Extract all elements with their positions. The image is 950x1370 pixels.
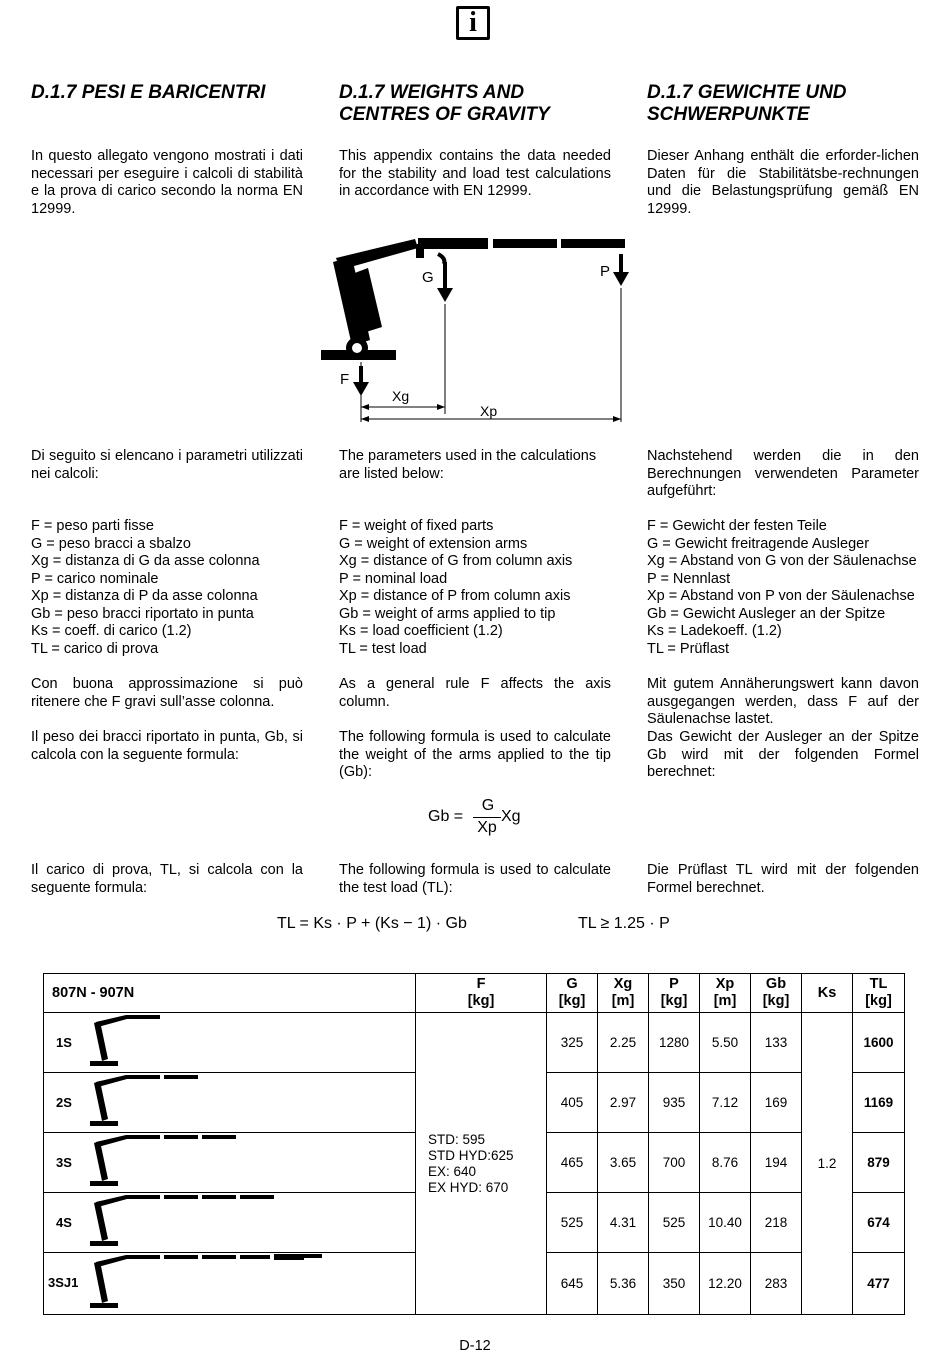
params-intro-it: Di seguito si elencano i parametri utilizzati nei calcoli: xyxy=(31,448,303,482)
header-f: F [kg] xyxy=(416,974,547,1013)
row-label-cell: 4S xyxy=(44,1193,416,1253)
cell-p: 1280 xyxy=(649,1013,700,1073)
cell-xp: 12.20 xyxy=(700,1253,751,1315)
cell-xg: 5.36 xyxy=(598,1253,649,1315)
intro-de: Dieser Anhang enthält die erforder-lichen Daten für die Stabilitätsbe-rechnungen und die Belastungsprüfung gemäß EN 12999. xyxy=(647,148,919,217)
row-label-cell: 3SJ1 xyxy=(44,1253,416,1315)
gb-text-de: Das Gewicht der Ausleger an der Spitze Gb wird mit der folgenden Formel berechnet: xyxy=(647,729,919,780)
crane-silhouette-4s xyxy=(88,1193,288,1251)
cell-g: 645 xyxy=(547,1253,598,1315)
header-xp: Xp [m] xyxy=(700,974,751,1013)
heading-en: D.1.7 WEIGHTS AND CENTRES OF GRAVITY xyxy=(339,82,550,125)
cell-xp: 8.76 xyxy=(700,1133,751,1193)
params-intro-de: Nachstehend werden die in den Berechnungen verwendeten Parameter aufgeführt: xyxy=(647,448,919,499)
cell-gb: 283 xyxy=(751,1253,802,1315)
cell-gb: 133 xyxy=(751,1013,802,1073)
cell-p: 700 xyxy=(649,1133,700,1193)
header-ks: Ks xyxy=(802,974,853,1013)
params-list-de: F = Gewicht der festen Teile G = Gewicht freitragende Ausleger Xg = Abstand von G von der Säulenachse P = Nennlast Xp = Abstand von P von der Säulenachse Gb = Gewicht Ausleger an der Spitze Ks = Ladekoeff. (1.2) TL = Prüflast xyxy=(647,518,917,657)
heading-it: D.1.7 PESI E BARICENTRI xyxy=(31,82,266,103)
label-f: F xyxy=(340,371,350,388)
rule-it: Con buona approssimazione si può ritenere che F gravi sull’asse colonna. xyxy=(31,676,303,710)
gb-text-it: Il peso dei bracci riportato in punta, Gb, si calcola con la seguente formula: xyxy=(31,729,303,763)
cell-gb: 194 xyxy=(751,1133,802,1193)
crane-silhouette-3s xyxy=(88,1133,258,1191)
cell-tl: 674 xyxy=(853,1193,905,1253)
ks-value-cell: 1.2 xyxy=(802,1013,853,1315)
params-list-en: F = weight of fixed parts G = weight of extension arms Xg = distance of G from column axis P = nominal load Xp = distance of P from column axis Gb = weight of arms applied to tip Ks = load coefficient (1.2) TL = test load xyxy=(339,518,573,657)
tl-formula: TL = Ks · P + (Ks − 1) · Gb xyxy=(277,915,467,932)
header-g: G [kg] xyxy=(547,974,598,1013)
cell-p: 525 xyxy=(649,1193,700,1253)
heading-de: D.1.7 GEWICHTE UND SCHWERPUNKTE xyxy=(647,82,847,125)
cell-g: 405 xyxy=(547,1073,598,1133)
page-number: D-12 xyxy=(459,1338,491,1354)
cell-xp: 7.12 xyxy=(700,1073,751,1133)
crane-silhouette-3sj1 xyxy=(88,1253,328,1313)
weights-table xyxy=(43,973,905,1315)
cell-xp: 5.50 xyxy=(700,1013,751,1073)
cell-g: 325 xyxy=(547,1013,598,1073)
header-tl: TL [kg] xyxy=(853,974,905,1013)
rule-en: As a general rule F affects the axis column. xyxy=(339,676,611,710)
gb-text-en: The following formula is used to calculate the weight of the arms applied to the tip (Gb): xyxy=(339,729,611,780)
cell-gb: 218 xyxy=(751,1193,802,1253)
cell-xg: 2.97 xyxy=(598,1073,649,1133)
crane-silhouette-1s xyxy=(88,1013,208,1071)
cell-g: 525 xyxy=(547,1193,598,1253)
cell-p: 935 xyxy=(649,1073,700,1133)
tl-text-de: Die Prüflast TL wird mit der folgenden Formel berechnet. xyxy=(647,862,919,896)
table-header-row xyxy=(44,974,905,1013)
intro-en: This appendix contains the data needed for the stability and load test calculations in accordance with EN 12999. xyxy=(339,148,611,199)
crane-diagram xyxy=(300,232,640,432)
cell-gb: 169 xyxy=(751,1073,802,1133)
cell-tl: 1600 xyxy=(853,1013,905,1073)
gb-formula: Gb = G Xp Xg xyxy=(428,797,521,836)
table-title: 807N - 907N xyxy=(44,974,416,1013)
tl-text-it: Il carico di prova, TL, si calcola con la seguente formula: xyxy=(31,862,303,896)
label-g: G xyxy=(422,269,434,286)
crane-silhouette-2s xyxy=(88,1073,228,1131)
params-list-it: F = peso parti fisse G = peso bracci a sbalzo Xg = distanza di G da asse colonna P = carico nominale Xp = distanza di P da asse colonna Gb = peso bracci riportato in punta Ks = coeff. di carico (1.2) TL = carico di prova xyxy=(31,518,260,657)
table-row xyxy=(44,1013,905,1073)
cell-g: 465 xyxy=(547,1133,598,1193)
cell-tl: 879 xyxy=(853,1133,905,1193)
f-values-cell: STD: 595 STD HYD:625 EX: 640 EX HYD: 670 xyxy=(416,1013,547,1315)
cell-tl: 1169 xyxy=(853,1073,905,1133)
label-xg: Xg xyxy=(392,388,410,404)
cell-xg: 3.65 xyxy=(598,1133,649,1193)
header-p: P [kg] xyxy=(649,974,700,1013)
intro-it: In questo allegato vengono mostrati i dati necessari per eseguire i calcoli di stabilità e la prova di carico secondo la norma EN 12999. xyxy=(31,148,303,217)
cell-xg: 4.31 xyxy=(598,1193,649,1253)
tl-text-en: The following formula is used to calculate the test load (TL): xyxy=(339,862,611,896)
header-gb: Gb [kg] xyxy=(751,974,802,1013)
label-p: P xyxy=(600,263,611,280)
cell-p: 350 xyxy=(649,1253,700,1315)
row-label-cell: 3S xyxy=(44,1133,416,1193)
cell-xp: 10.40 xyxy=(700,1193,751,1253)
params-intro-en: The parameters used in the calculations are listed below: xyxy=(339,448,597,482)
tl-condition: TL ≥ 1.25 · P xyxy=(578,915,670,932)
info-icon: i xyxy=(456,6,490,40)
label-xp: Xp xyxy=(480,403,498,419)
header-xg: Xg [m] xyxy=(598,974,649,1013)
row-label-cell: 1S xyxy=(44,1013,416,1073)
rule-de: Mit gutem Annäherungswert kann davon ausgegangen werden, dass F auf der Säulenachse lastet. xyxy=(647,676,919,727)
cell-xg: 2.25 xyxy=(598,1013,649,1073)
row-label-cell: 2S xyxy=(44,1073,416,1133)
cell-tl: 477 xyxy=(853,1253,905,1315)
